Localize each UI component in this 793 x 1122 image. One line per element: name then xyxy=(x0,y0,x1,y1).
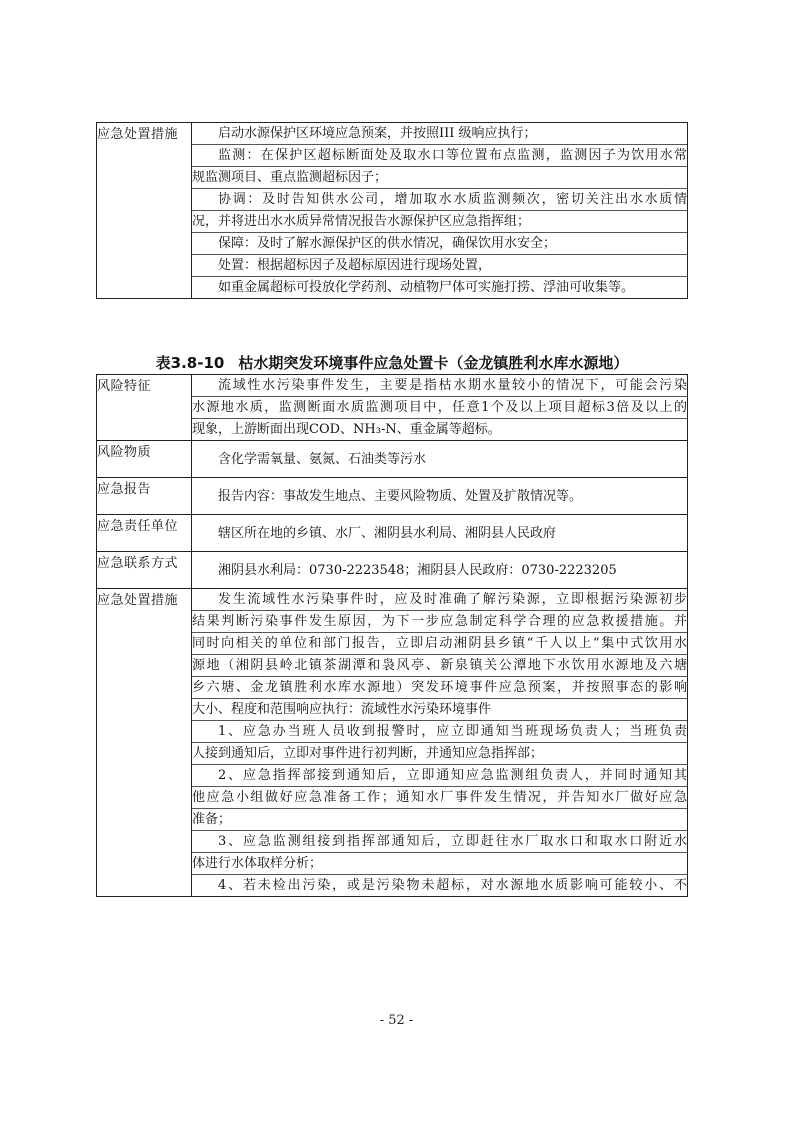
emergency-card-table xyxy=(96,374,688,897)
text-line: 现象，上游断面出现COD、NH₃-N、重金属等超标。 xyxy=(192,422,501,437)
text-line: 人接到通知后，立即对事件进行初判断，并通知应急指挥部； xyxy=(192,743,687,765)
text-line: 1、应急办当班人员收到报警时，应立即通知当班现场负责人；当班负责 xyxy=(192,721,687,743)
row-risk-substances xyxy=(97,441,688,478)
text-line: 大小、程度和范围响应执行：流域性水污染环境事件 xyxy=(192,699,687,721)
table-caption xyxy=(96,352,688,373)
text-line: 乡六塘、金龙镇胜利水库水源地）突发环境事件应急预案，并按照事态的影响 xyxy=(192,677,687,699)
text-line: 3、应急监测组接到指挥部通知后，立即赶往水厂取水口和取水口附近水 xyxy=(192,831,687,853)
responsible-units-content xyxy=(192,515,688,552)
text-line: 规监测项目、重点监测超标因子； xyxy=(192,167,687,189)
text-line: 辖区所在地的乡镇、水厂、湘阴县水利局、湘阴县人民政府 xyxy=(218,525,557,541)
text-line: 保障：及时了解水源保护区的供水情况，确保饮用水安全； xyxy=(192,233,687,255)
text-line: 启动水源保护区环境应急预案，并按照III 级响应执行； xyxy=(192,123,687,145)
table-number: 表3.8-10 xyxy=(155,354,225,372)
row-emergency-report xyxy=(97,478,688,515)
text-line: 4、若未检出污染，或是污染物未超标，对水源地水质影响可能较小、不 xyxy=(218,878,687,893)
risk-substances-label: 风险物质 xyxy=(97,441,192,478)
text-line: 报告内容：事故发生地点、主要风险物质、处置及扩散情况等。 xyxy=(218,488,583,504)
risk-substances-content xyxy=(192,441,688,478)
text-line: 况，并将进出水水质异常情况报告水源保护区应急指挥组； xyxy=(192,211,687,233)
measures-content xyxy=(192,589,688,897)
top-measures-label: 应急处置措施 xyxy=(97,123,192,299)
text-line: 协调：及时告知供水公司，增加取水水质监测频次，密切关注出水水质情 xyxy=(192,189,687,211)
risk-features-content xyxy=(192,375,688,441)
text-line: 体进行水体取样分析； xyxy=(192,853,687,875)
page-number: - 52 - xyxy=(379,1013,414,1028)
emergency-report-content xyxy=(192,478,688,515)
text-line: 结果判断污染事件发生原因，为下一步应急制定科学合理的应急救援措施。并 xyxy=(192,611,687,633)
text-line: 处置：根据超标因子及超标原因进行现场处置， xyxy=(192,255,687,277)
top-measures-content xyxy=(192,123,688,299)
text-line: 2、应急指挥部接到通知后，立即通知应急监测组负责人，并同时通知其 xyxy=(192,765,687,787)
text-line: 发生流域性水污染事件时，应及时准确了解污染源，立即根据污染源初步 xyxy=(192,589,687,611)
risk-features-label: 风险特征 xyxy=(97,375,192,441)
text-line: 他应急小组做好应急准备工作；通知水厂事件发生情况，并告知水厂做好应急 xyxy=(192,787,687,809)
measures-label: 应急处置措施 xyxy=(97,589,192,897)
text-line: 准备； xyxy=(192,809,687,831)
row-risk-features xyxy=(97,375,688,441)
text-line: 如重金属超标可投放化学药剂、动植物尸体可实施打捞、浮油可收集等。 xyxy=(218,280,635,295)
contacts-label: 应急联系方式 xyxy=(97,552,192,589)
top-measures-table xyxy=(96,122,688,299)
row-measures xyxy=(97,589,688,897)
row-responsible-units xyxy=(97,515,688,552)
text-line: 水源地水质，监测断面水质监测项目中，任意1个及以上项目超标3倍及以上的 xyxy=(192,397,687,419)
text-line: 湘阴县水利局：0730-2223548；湘阴县人民政府：0730-2223205 xyxy=(218,562,617,578)
row-contacts xyxy=(97,552,688,589)
responsible-units-label: 应急责任单位 xyxy=(97,515,192,552)
text-line: 同时向相关的单位和部门报告，立即启动湘阴县乡镇“千人以上”集中式饮用水 xyxy=(192,633,687,655)
table-title: 枯水期突发环境事件应急处置卡（金龙镇胜利水库水源地） xyxy=(238,354,629,372)
emergency-report-label: 应急报告 xyxy=(97,478,192,515)
text-line: 监测：在保护区超标断面处及取水口等位置布点监测，监测因子为饮用水常 xyxy=(192,145,687,167)
text-line: 含化学需氧量、氨氮、石油类等污水 xyxy=(218,451,427,467)
contacts-content xyxy=(192,552,688,589)
text-line: 流域性水污染事件发生，主要是指枯水期水量较小的情况下，可能会污染 xyxy=(192,375,687,397)
text-line: 源地（湘阴县岭北镇茶湖潭和袅风亭、新泉镇关公潭地下水饮用水源地及六塘 xyxy=(192,655,687,677)
